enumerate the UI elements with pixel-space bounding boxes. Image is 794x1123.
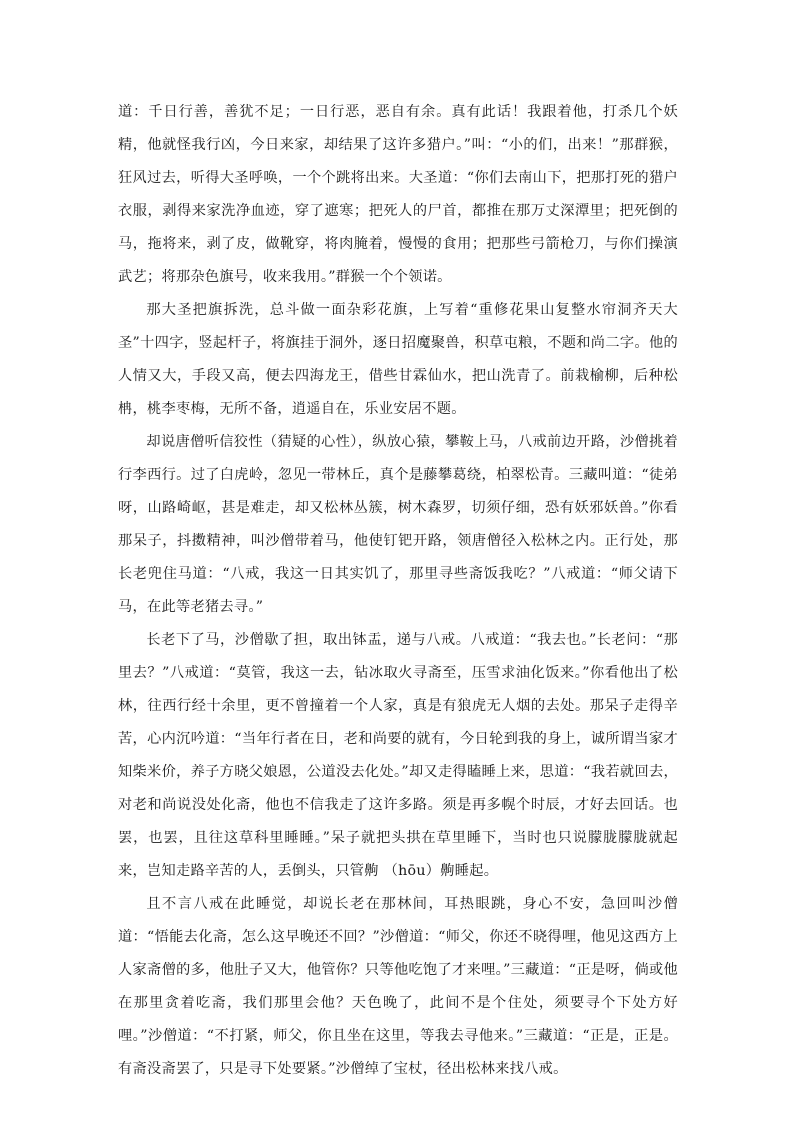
- paragraph-2: 那大圣把旗拆洗，总斗做一面杂彩花旗，上写着“重修花果山复整水帘洞齐天大圣”十四字，竖起杆子，将旗挂于洞外，逐日招魔聚兽，积草屯粮，不题和尚二字。他的人情又大，手段又高，便去四海龙王，借些甘霖仙水，把山洗青了。前栽榆柳，后种松柟，桃李枣梅，无所不备，逍遥自在，乐业安居不题。: [118, 302, 678, 417]
- paragraph-5: 且不言八戒在此睡觉，却说长老在那林间，耳热眼跳，身心不安，急回叫沙僧道：“悟能去化斋，怎么这早晚还不回？”沙僧道：“师父，你还不晓得哩，他见这西方上人家斋僧的多，他肚子又大，他管你？只等他吃饱了才来哩。”三藏道：“正是呀，倘或他在那里贪着吃斋，我们那里会他？天色晚了，此间不是个住处，须要寻个下处方好哩。”沙僧道：“不打紧，师父，你且坐在这里，等我去寻他来。”三藏道：“正是，正是。有斋没斋罢了，只是寻下处要紧。”沙僧绰了宝杖，径出松林来找八戒。: [118, 896, 678, 1077]
- document-page: [118, 96, 678, 1086]
- paragraph-1: 道：千日行善，善犹不足；一日行恶，恶自有余。真有此话！我跟着他，打杀几个妖精，他就怪我行凶，今日来家，却结果了这许多猎户。”叫：“小的们，出来！”那群猴，狂风过去，听得大圣呼唤，一个个跳将出来。大圣道：“你们去南山下，把那打死的猎户衣服，剥得来家洗净血迹，穿了遮寒；把死人的尸首，都推在那万丈深潭里；把死倒的马，拖将来，剥了皮，做靴穿，将肉腌着，慢慢的食用；把那些弓箭枪刀，与你们操演武艺；将那杂色旗号，收来我用。”群猴一个个领诺。: [118, 104, 678, 285]
- paragraph-4: 长老下了马，沙僧歇了担，取出钵盂，递与八戒。八戒道：“我去也。”长老问：“那里去？”八戒道：“莫管，我这一去，钻冰取火寻斋至，压雪求油化饭来。”你看他出了松林，往西行经十余里，更不曾撞着一个人家，真是有狼虎无人烟的去处。那呆子走得辛苦，心内沉吟道：“当年行者在日，老和尚要的就有，今日轮到我的身上，诚所谓当家才知柴米价，养子方晓父娘恩，公道没去化处。”却又走得瞌睡上来，思道：“我若就回去，对老和尚说没处化斋，他也不信我走了这许多路。须是再多幌个时辰，才好去回话。也罢，也罢，且往这草科里睡睡。”呆子就把头拱在草里睡下，当时也只说朦胧朦胧就起来，岂知走路辛苦的人，丢倒头，只管齁 （hōu）齁睡起。: [118, 632, 678, 879]
- paragraph-3: 却说唐僧听信狡性（猜疑的心性），纵放心猿，攀鞍上马，八戒前边开路，沙僧挑着行李西行。过了白虎岭，忽见一带林丘，真个是藤攀葛绕，柏翠松青。三藏叫道：“徒弟呀，山路崎岖，甚是难走，却又松林丛簇，树木森罗，切须仔细，恐有妖邪妖兽。”你看那呆子，抖擞精神，叫沙僧带着马，他使钉钯开路，领唐僧径入松林之内。正行处，那长老兜住马道：“八戒，我这一日其实饥了，那里寻些斋饭我吃？”八戒道：“师父请下马，在此等老猪去寻。”: [118, 434, 678, 615]
